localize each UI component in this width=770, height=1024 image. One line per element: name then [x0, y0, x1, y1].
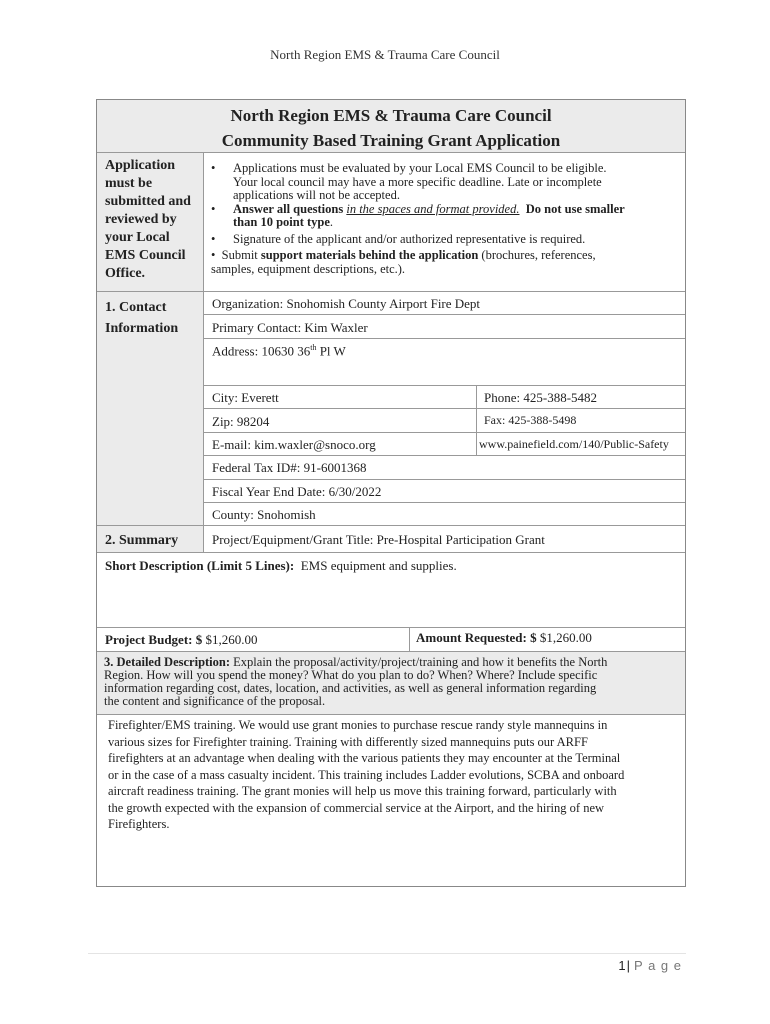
- instruction-emphasis: than 10 point type: [233, 215, 330, 229]
- fax-field: Fax: 425-388-5498: [484, 413, 577, 427]
- detailed-description-answer: [108, 717, 683, 833]
- instruction-text: .: [329, 215, 334, 229]
- page-separator: |: [626, 958, 631, 973]
- instructions-list: [211, 162, 681, 276]
- answer-line: various sizes for Firefighter training. Training with differently sized mannequins puts our ARFF: [108, 734, 588, 749]
- application-note-line: your Local: [105, 230, 170, 245]
- answer-line: firefighters at an advantage when dealing with the various patients they may encounter at the Terminal: [108, 751, 621, 765]
- instruction-text: (brochures, references,: [481, 248, 596, 262]
- organization-field: Organization: Snohomish County Airport Fire Dept: [212, 296, 481, 311]
- contact-label-line: Information: [105, 321, 179, 336]
- application-note: [105, 157, 205, 283]
- instruction-item: [211, 233, 681, 247]
- instruction-text: Submit: [221, 248, 258, 262]
- answer-line: Firefighter/EMS training. We would use grant monies to purchase rescue randy style mannequins in: [108, 718, 608, 732]
- fiscal-year-field: Fiscal Year End Date: 6/30/2022: [212, 484, 382, 499]
- instruction-item: [211, 249, 681, 276]
- address-text: Address: 10630 36: [212, 343, 311, 359]
- page-number: 1: [618, 958, 626, 973]
- detailed-prompt-line: Region. How will you spend the money? What do you plan to do? When? Where? Include specific: [104, 668, 598, 682]
- contact-label-line: 1. Contact: [105, 300, 167, 315]
- page-word: P a g e: [634, 958, 682, 973]
- amount-requested-field: [416, 630, 592, 646]
- bullet-icon: •: [211, 161, 216, 175]
- council-title: North Region EMS & Trauma Care Council: [230, 106, 552, 125]
- instruction-underlined: in the spaces and format provided.: [346, 201, 520, 216]
- instruction-text: applications will not be accepted.: [233, 188, 400, 202]
- project-budget-value: $1,260.00: [205, 632, 258, 647]
- detailed-description-label: 3. Detailed Description:: [104, 655, 231, 669]
- application-note-line: EMS Council: [105, 248, 186, 263]
- instruction-item: [211, 162, 681, 203]
- form-title: Community Based Training Grant Application: [221, 131, 561, 150]
- project-budget-field: [105, 632, 257, 648]
- application-note-line: must be: [105, 176, 153, 191]
- application-note-line: reviewed by: [105, 212, 177, 227]
- detailed-prompt-line: the content and significance of the proposal.: [104, 694, 326, 708]
- instruction-text: Your local council may have a more specific deadline. Late or incomplete: [233, 174, 602, 189]
- project-budget-label: Project Budget: $: [105, 632, 203, 647]
- address-text: Pl W: [316, 343, 346, 359]
- website-field: www.painefield.com/140/Public-Safety: [479, 437, 669, 451]
- application-note-line: submitted and: [105, 194, 191, 209]
- answer-line: aircraft readiness training. The grant monies will help us move this training forward, particularly with: [108, 784, 617, 798]
- application-note-line: Office.: [105, 266, 146, 281]
- city-field: City: Everett: [212, 390, 279, 405]
- bullet-icon: •: [211, 248, 216, 262]
- instruction-item: [211, 203, 681, 230]
- detailed-prompt-line: information regarding cost, dates, location, and activities, as well as general information regarding: [104, 681, 597, 695]
- footer-divider: [88, 953, 686, 954]
- instruction-text: Signature of the applicant and/or authorized representative is required.: [233, 231, 586, 246]
- address-superscript: th: [310, 343, 317, 352]
- bullet-icon: •: [211, 231, 216, 246]
- amount-requested-label: Amount Requested: $: [416, 630, 537, 645]
- zip-field: Zip: 98204: [212, 414, 270, 429]
- instruction-text: samples, equipment descriptions, etc.).: [211, 261, 406, 276]
- email-field: E-mail: kim.waxler@snoco.org: [212, 437, 376, 452]
- instruction-emphasis: support materials behind the application: [260, 248, 479, 262]
- primary-contact-field: Primary Contact: Kim Waxler: [212, 320, 368, 335]
- short-description-field: [105, 558, 457, 574]
- instruction-text: Applications must be evaluated by your Local EMS Council to be eligible.: [233, 161, 607, 175]
- answer-line: or in the case of a mass casualty incident. This training includes Ladder evolutions, SCBA and onboard: [108, 767, 625, 782]
- detailed-prompt-line: Explain the proposal/activity/project/training and how it benefits the North: [233, 655, 608, 669]
- page-footer: [618, 958, 682, 973]
- instruction-emphasis: Do not use smaller: [525, 201, 625, 216]
- application-note-line: Application: [105, 158, 176, 173]
- bullet-icon: •: [211, 201, 216, 216]
- answer-line: Firefighters.: [108, 817, 170, 831]
- address-field: [212, 343, 346, 359]
- page-header: North Region EMS & Trauma Care Council: [270, 47, 500, 62]
- short-description-value: EMS equipment and supplies.: [300, 558, 457, 573]
- contact-section-label: [105, 297, 178, 339]
- short-description-label: Short Description (Limit 5 Lines):: [105, 558, 295, 573]
- amount-requested-value: $1,260.00: [539, 630, 592, 645]
- phone-field: Phone: 425-388-5482: [484, 390, 598, 405]
- detailed-description-text: [104, 656, 679, 708]
- answer-line: the growth expected with the expansion of commercial service at the Airport, and the hiring of new: [108, 800, 605, 815]
- county-field: County: Snohomish: [212, 507, 316, 522]
- tax-id-field: Federal Tax ID#: 91-6001368: [212, 460, 367, 475]
- summary-section-label: 2. Summary: [105, 533, 179, 548]
- instruction-emphasis: Answer all questions: [233, 201, 344, 216]
- title-block: [97, 100, 685, 152]
- project-title-field: Project/Equipment/Grant Title: Pre-Hospital Participation Grant: [212, 532, 545, 547]
